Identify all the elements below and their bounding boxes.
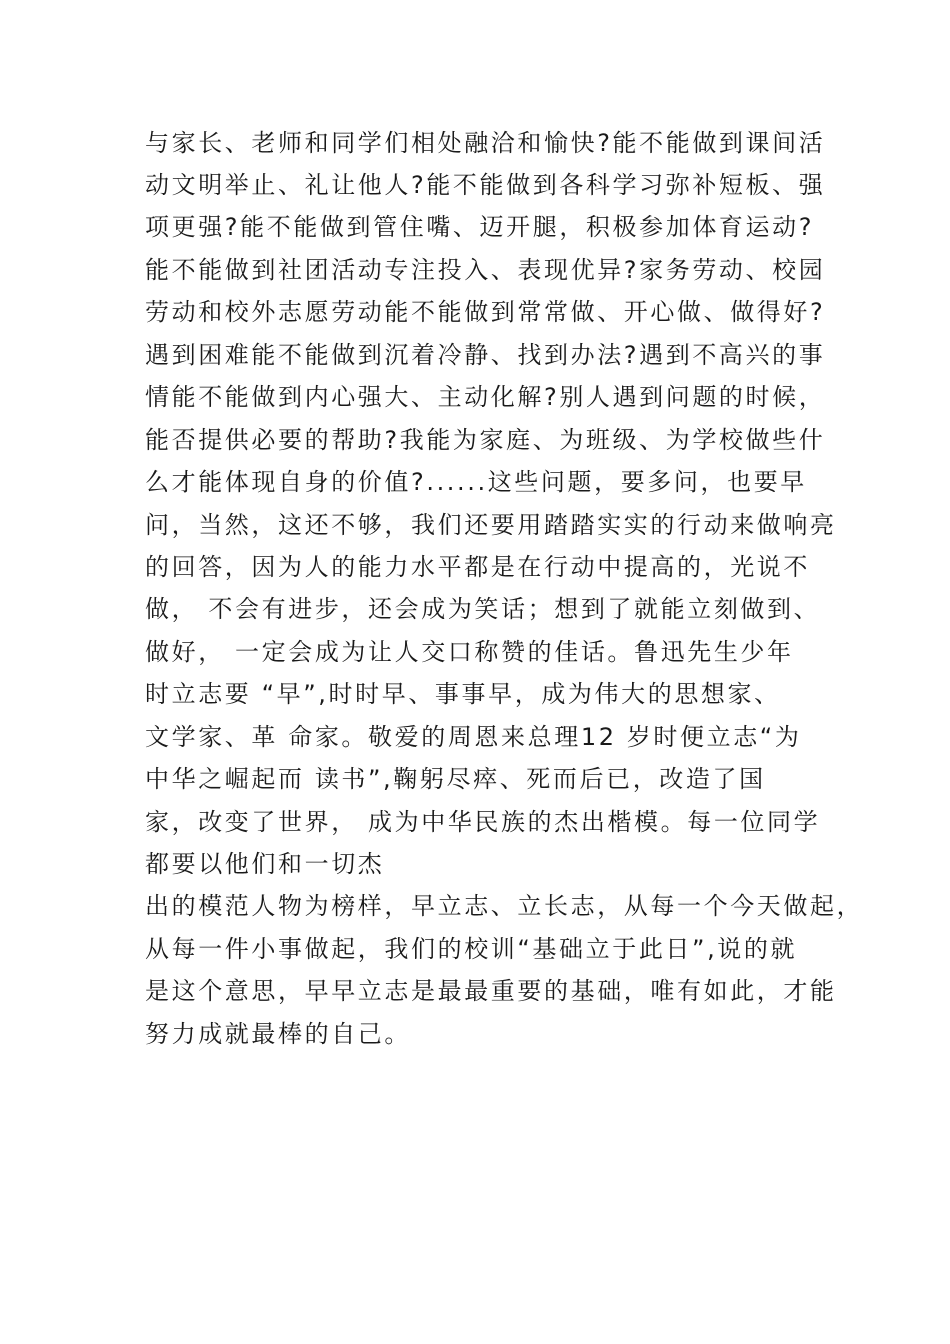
text-line: 项更强?能不能做到管住嘴、迈开腿，积极参加体育运动? bbox=[145, 213, 815, 241]
text-line: 能否提供必要的帮助?我能为家庭、为班级、为学校做些什 bbox=[145, 426, 826, 454]
text-line: 从每一件小事做起，我们的校训“基础立于此日”,说的就 bbox=[145, 935, 798, 963]
text-line: 文学家、革 命家。敬爱的周恩来总理12 岁时便立志“为 bbox=[145, 723, 802, 751]
text-line: 是这个意思，早早立志是最最重要的基础，唯有如此，才能 bbox=[145, 977, 837, 1005]
text-line: 做， 不会有进步，还会成为笑话；想到了就能立刻做到、 bbox=[145, 595, 821, 623]
text-line: 问，当然，这还不够，我们还要用踏踏实实的行动来做响亮 bbox=[145, 511, 837, 539]
text-line: 情能不能做到内心强大、主动化解?别人遇到问题的时候， bbox=[145, 383, 826, 411]
text-line: 么才能体现自身的价值?......这些问题，要多问，也要早 bbox=[145, 468, 807, 496]
text-line: 中华之崛起而 读书”,鞠躬尽瘁、死而后已，改造了国 bbox=[145, 765, 766, 793]
text-line: 做好， 一定会成为让人交口称赞的佳话。鲁迅先生少年 bbox=[145, 638, 794, 666]
text-line: 劳动和校外志愿劳动能不能做到常常做、开心做、做得好? bbox=[145, 298, 826, 326]
text-line: 遇到困难能不能做到沉着冷静、找到办法?遇到不高兴的事 bbox=[145, 341, 826, 369]
text-line: 的回答，因为人的能力水平都是在行动中提高的，光说不 bbox=[145, 553, 810, 581]
text-line: 与家长、老师和同学们相处融洽和愉快?能不能做到课间活 bbox=[145, 129, 826, 157]
text-line: 时立志要 “早”,时时早、事事早，成为伟大的思想家、 bbox=[145, 680, 781, 708]
text-line: 努力成就最棒的自己。 bbox=[145, 1020, 411, 1048]
text-line: 能不能做到社团活动专注投入、表现优异?家务劳动、校园 bbox=[145, 256, 826, 284]
text-line: 家，改变了世界， 成为中华民族的杰出楷模。每一位同学 bbox=[145, 808, 821, 836]
text-line: 出的模范人物为榜样，早立志、立长志，从每一个今天做起， bbox=[145, 892, 864, 920]
text-line: 都要以他们和一切杰 bbox=[145, 850, 385, 878]
text-line: 动文明举止、礼让他人?能不能做到各科学习弥补短板、强 bbox=[145, 171, 826, 199]
